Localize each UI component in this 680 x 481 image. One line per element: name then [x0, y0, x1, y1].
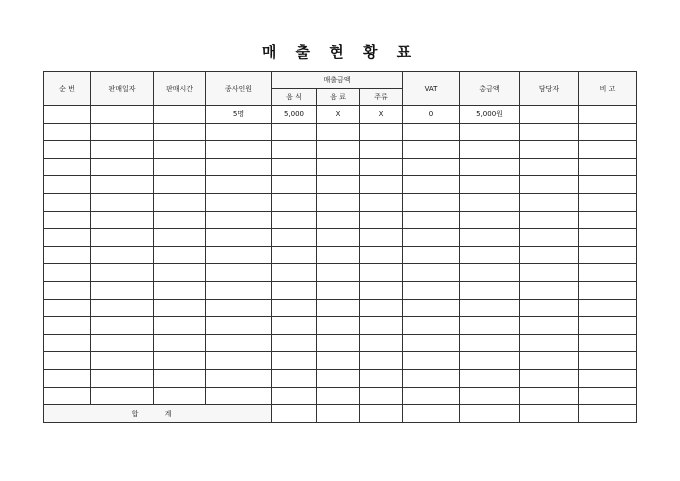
cell-sale-time[interactable]: [154, 106, 206, 124]
cell-manager[interactable]: [520, 387, 579, 405]
cell-manager[interactable]: [520, 299, 579, 317]
cell-staff-count[interactable]: [206, 369, 272, 387]
header-remarks: 비 고: [579, 72, 637, 106]
cell-drink[interactable]: X: [317, 106, 360, 124]
cell-sale-date[interactable]: [91, 334, 154, 352]
cell-drink[interactable]: [317, 141, 360, 159]
cell-remarks[interactable]: [579, 281, 637, 299]
cell-sale-date[interactable]: [91, 369, 154, 387]
cell-vat[interactable]: 0: [403, 106, 460, 124]
cell-manager[interactable]: [520, 176, 579, 194]
cell-total-amount[interactable]: [460, 211, 520, 229]
cell-manager[interactable]: [520, 369, 579, 387]
cell-total-amount[interactable]: [460, 334, 520, 352]
cell-sale-date[interactable]: [91, 246, 154, 264]
cell-total-amount[interactable]: [460, 281, 520, 299]
table-row: [44, 369, 637, 387]
cell-food[interactable]: [272, 369, 317, 387]
cell-remarks[interactable]: [579, 246, 637, 264]
table-row: [44, 158, 637, 176]
cell-seq[interactable]: [44, 123, 91, 141]
cell-staff-count[interactable]: [206, 264, 272, 282]
cell-sale-time[interactable]: [154, 281, 206, 299]
cell-vat[interactable]: [403, 229, 460, 247]
header-liquor: 주류: [360, 89, 403, 106]
cell-vat[interactable]: [403, 211, 460, 229]
cell-vat[interactable]: [403, 299, 460, 317]
header-total-amount: 총금액: [460, 72, 520, 106]
cell-manager[interactable]: [520, 211, 579, 229]
cell-sale-time[interactable]: [154, 317, 206, 335]
cell-sale-time[interactable]: [154, 141, 206, 159]
cell-seq[interactable]: [44, 369, 91, 387]
table-row: [44, 299, 637, 317]
table-row: [44, 246, 637, 264]
table-row: [44, 334, 637, 352]
cell-total-amount[interactable]: [460, 352, 520, 370]
table-row: [44, 229, 637, 247]
cell-drink[interactable]: [317, 317, 360, 335]
cell-sale-date[interactable]: [91, 317, 154, 335]
cell-food[interactable]: [272, 281, 317, 299]
cell-manager[interactable]: [520, 352, 579, 370]
page-title: 매 출 현 황 표: [261, 43, 419, 61]
cell-liquor[interactable]: [360, 317, 403, 335]
cell-vat[interactable]: [403, 176, 460, 194]
cell-sale-time[interactable]: [154, 229, 206, 247]
cell-liquor[interactable]: [360, 369, 403, 387]
cell-liquor[interactable]: [360, 158, 403, 176]
cell-sale-time[interactable]: [154, 369, 206, 387]
table-row: [44, 123, 637, 141]
cell-drink[interactable]: [317, 387, 360, 405]
cell-drink[interactable]: [317, 299, 360, 317]
cell-food[interactable]: [272, 229, 317, 247]
total-label: 합 계: [44, 405, 272, 423]
cell-staff-count[interactable]: [206, 141, 272, 159]
cell-remarks[interactable]: [579, 141, 637, 159]
cell-food[interactable]: [272, 299, 317, 317]
header-seq: 순 번: [44, 72, 91, 106]
cell-vat[interactable]: [403, 334, 460, 352]
cell-seq[interactable]: [44, 176, 91, 194]
cell-sale-date[interactable]: [91, 229, 154, 247]
cell-drink[interactable]: [317, 229, 360, 247]
header-manager: 담당자: [520, 72, 579, 106]
cell-seq[interactable]: [44, 246, 91, 264]
cell-seq[interactable]: [44, 229, 91, 247]
cell-remarks[interactable]: [579, 229, 637, 247]
cell-manager[interactable]: [520, 158, 579, 176]
cell-vat[interactable]: [403, 246, 460, 264]
cell-total-amount[interactable]: [460, 317, 520, 335]
cell-vat[interactable]: [403, 158, 460, 176]
cell-sale-time[interactable]: [154, 352, 206, 370]
cell-sale-time[interactable]: [154, 264, 206, 282]
cell-manager[interactable]: [520, 281, 579, 299]
cell-sale-time[interactable]: [154, 299, 206, 317]
cell-vat[interactable]: [403, 264, 460, 282]
total-row: [44, 405, 637, 423]
cell-sale-date[interactable]: [91, 299, 154, 317]
header-vat: VAT: [403, 72, 460, 106]
cell-liquor[interactable]: [360, 334, 403, 352]
cell-sale-time[interactable]: [154, 334, 206, 352]
cell-drink[interactable]: [317, 281, 360, 299]
cell-food[interactable]: [272, 387, 317, 405]
cell-sale-date[interactable]: [91, 176, 154, 194]
cell-seq[interactable]: [44, 264, 91, 282]
cell-vat[interactable]: [403, 193, 460, 211]
cell-food[interactable]: [272, 352, 317, 370]
cell-liquor[interactable]: [360, 123, 403, 141]
table-row: [44, 141, 637, 159]
total-drink[interactable]: [317, 405, 360, 423]
cell-sale-time[interactable]: [154, 123, 206, 141]
header-row-1: [44, 72, 637, 89]
cell-liquor[interactable]: X: [360, 106, 403, 124]
cell-drink[interactable]: [317, 369, 360, 387]
cell-drink[interactable]: [317, 123, 360, 141]
total-food[interactable]: [272, 405, 317, 423]
cell-staff-count[interactable]: [206, 299, 272, 317]
cell-seq[interactable]: [44, 299, 91, 317]
cell-total-amount[interactable]: [460, 123, 520, 141]
cell-staff-count[interactable]: [206, 281, 272, 299]
cell-remarks[interactable]: [579, 106, 637, 124]
cell-manager[interactable]: [520, 264, 579, 282]
cell-sale-date[interactable]: [91, 158, 154, 176]
cell-manager[interactable]: [520, 193, 579, 211]
total-amount[interactable]: [460, 405, 520, 423]
cell-manager[interactable]: [520, 141, 579, 159]
total-manager[interactable]: [520, 405, 579, 423]
cell-seq[interactable]: [44, 281, 91, 299]
cell-liquor[interactable]: [360, 299, 403, 317]
cell-food[interactable]: [272, 141, 317, 159]
cell-total-amount[interactable]: [460, 264, 520, 282]
cell-manager[interactable]: [520, 123, 579, 141]
cell-staff-count[interactable]: [206, 176, 272, 194]
header-food: 음 식: [272, 89, 317, 106]
cell-liquor[interactable]: [360, 193, 403, 211]
cell-remarks[interactable]: [579, 369, 637, 387]
cell-remarks[interactable]: [579, 352, 637, 370]
cell-staff-count[interactable]: 5명: [206, 106, 272, 124]
cell-staff-count[interactable]: [206, 317, 272, 335]
cell-staff-count[interactable]: [206, 123, 272, 141]
cell-seq[interactable]: [44, 106, 91, 124]
cell-sale-date[interactable]: [91, 141, 154, 159]
cell-food[interactable]: [272, 176, 317, 194]
cell-vat[interactable]: [403, 123, 460, 141]
cell-sale-time[interactable]: [154, 387, 206, 405]
table-row: [44, 387, 637, 405]
cell-sale-time[interactable]: [154, 246, 206, 264]
cell-sale-time[interactable]: [154, 211, 206, 229]
cell-sale-date[interactable]: [91, 123, 154, 141]
cell-total-amount[interactable]: [460, 176, 520, 194]
cell-sale-time[interactable]: [154, 176, 206, 194]
cell-total-amount[interactable]: [460, 229, 520, 247]
header-staff-count: 종사인원: [206, 72, 272, 106]
cell-food[interactable]: [272, 334, 317, 352]
cell-liquor[interactable]: [360, 387, 403, 405]
table-row: [44, 264, 637, 282]
cell-liquor[interactable]: [360, 281, 403, 299]
cell-remarks[interactable]: [579, 158, 637, 176]
cell-sale-date[interactable]: [91, 264, 154, 282]
cell-staff-count[interactable]: [206, 334, 272, 352]
cell-seq[interactable]: [44, 141, 91, 159]
cell-remarks[interactable]: [579, 176, 637, 194]
cell-manager[interactable]: [520, 229, 579, 247]
cell-vat[interactable]: [403, 369, 460, 387]
cell-drink[interactable]: [317, 246, 360, 264]
cell-vat[interactable]: [403, 281, 460, 299]
cell-sale-time[interactable]: [154, 158, 206, 176]
cell-food[interactable]: [272, 317, 317, 335]
cell-remarks[interactable]: [579, 211, 637, 229]
cell-remarks[interactable]: [579, 317, 637, 335]
cell-staff-count[interactable]: [206, 158, 272, 176]
total-liquor[interactable]: [360, 405, 403, 423]
cell-staff-count[interactable]: [206, 352, 272, 370]
cell-remarks[interactable]: [579, 193, 637, 211]
cell-total-amount[interactable]: [460, 141, 520, 159]
header-drink: 음 료: [317, 89, 360, 106]
cell-remarks[interactable]: [579, 264, 637, 282]
cell-manager[interactable]: [520, 106, 579, 124]
cell-food[interactable]: [272, 158, 317, 176]
cell-vat[interactable]: [403, 317, 460, 335]
cell-sale-time[interactable]: [154, 193, 206, 211]
cell-liquor[interactable]: [360, 264, 403, 282]
cell-food[interactable]: [272, 123, 317, 141]
cell-food[interactable]: 5,000: [272, 106, 317, 124]
cell-total-amount[interactable]: 5,000원: [460, 106, 520, 124]
table-row: [44, 106, 637, 124]
cell-total-amount[interactable]: [460, 193, 520, 211]
cell-manager[interactable]: [520, 334, 579, 352]
table-row: [44, 317, 637, 335]
cell-liquor[interactable]: [360, 211, 403, 229]
cell-vat[interactable]: [403, 352, 460, 370]
cell-remarks[interactable]: [579, 299, 637, 317]
cell-staff-count[interactable]: [206, 387, 272, 405]
table-row: [44, 193, 637, 211]
cell-liquor[interactable]: [360, 229, 403, 247]
cell-drink[interactable]: [317, 334, 360, 352]
cell-staff-count[interactable]: [206, 246, 272, 264]
cell-drink[interactable]: [317, 264, 360, 282]
cell-sale-date[interactable]: [91, 281, 154, 299]
cell-seq[interactable]: [44, 352, 91, 370]
header-sale-time: 판매시간: [154, 72, 206, 106]
cell-sale-date[interactable]: [91, 106, 154, 124]
cell-seq[interactable]: [44, 211, 91, 229]
cell-remarks[interactable]: [579, 123, 637, 141]
cell-sale-date[interactable]: [91, 211, 154, 229]
total-remarks[interactable]: [579, 405, 637, 423]
sales-status-table: [43, 71, 637, 423]
cell-sale-date[interactable]: [91, 193, 154, 211]
cell-drink[interactable]: [317, 211, 360, 229]
cell-liquor[interactable]: [360, 141, 403, 159]
cell-liquor[interactable]: [360, 176, 403, 194]
cell-total-amount[interactable]: [460, 158, 520, 176]
cell-food[interactable]: [272, 193, 317, 211]
table-row: [44, 281, 637, 299]
cell-seq[interactable]: [44, 334, 91, 352]
total-vat[interactable]: [403, 405, 460, 423]
cell-total-amount[interactable]: [460, 246, 520, 264]
table-row: [44, 176, 637, 194]
cell-seq[interactable]: [44, 387, 91, 405]
cell-total-amount[interactable]: [460, 387, 520, 405]
cell-remarks[interactable]: [579, 334, 637, 352]
cell-drink[interactable]: [317, 352, 360, 370]
cell-vat[interactable]: [403, 141, 460, 159]
cell-drink[interactable]: [317, 193, 360, 211]
cell-seq[interactable]: [44, 317, 91, 335]
cell-drink[interactable]: [317, 158, 360, 176]
cell-staff-count[interactable]: [206, 193, 272, 211]
table-row: [44, 352, 637, 370]
cell-seq[interactable]: [44, 193, 91, 211]
table-row: [44, 211, 637, 229]
cell-liquor[interactable]: [360, 352, 403, 370]
cell-seq[interactable]: [44, 158, 91, 176]
cell-liquor[interactable]: [360, 246, 403, 264]
cell-manager[interactable]: [520, 317, 579, 335]
cell-total-amount[interactable]: [460, 299, 520, 317]
cell-vat[interactable]: [403, 387, 460, 405]
header-sale-date: 판매일자: [91, 72, 154, 106]
header-sales-amount: 매출금액: [272, 72, 403, 89]
cell-staff-count[interactable]: [206, 211, 272, 229]
cell-drink[interactable]: [317, 176, 360, 194]
cell-sale-date[interactable]: [91, 352, 154, 370]
cell-total-amount[interactable]: [460, 369, 520, 387]
cell-food[interactable]: [272, 264, 317, 282]
cell-staff-count[interactable]: [206, 229, 272, 247]
cell-food[interactable]: [272, 211, 317, 229]
cell-food[interactable]: [272, 246, 317, 264]
cell-sale-date[interactable]: [91, 387, 154, 405]
cell-manager[interactable]: [520, 246, 579, 264]
cell-remarks[interactable]: [579, 387, 637, 405]
